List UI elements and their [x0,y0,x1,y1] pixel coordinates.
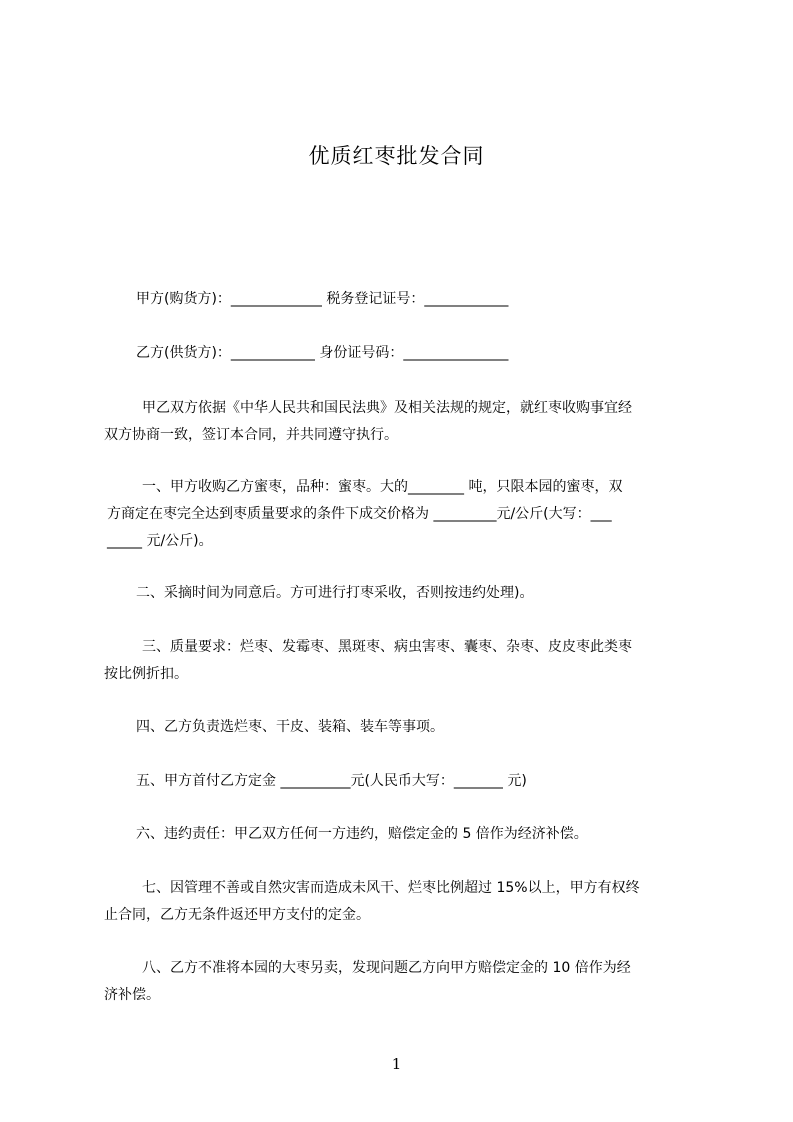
clause-8-line-1: 八、乙方不准将本园的大枣另卖，发现问题乙方向甲方赔偿定金的 10 倍作为经 [142,960,631,976]
clause-3-line-1: 三、质量要求：烂枣、发霉枣、黑斑枣、病虫害枣、囊枣、杂枣、皮皮枣此类枣 [142,639,632,655]
clause-1-line-3: _____ 元/公斤)。 [107,533,213,549]
intro-line-1: 甲乙双方依据《中华人民共和国民法典》及相关法规的规定，就红枣收购事宜经 [142,400,632,416]
clause-2: 二、采摘时间为同意后。方可进行打枣采收，否则按违约处理)。 [136,585,534,601]
clause-7-line-2: 止合同，乙方无条件返还甲方支付的定金。 [104,907,370,923]
party-a-line: 甲方(购货方)：_____________ 税务登记证号：____________ [136,291,509,307]
clause-7-line-1: 七、因管理不善或自然灾害而造成未风干、烂枣比例超过 15%以上，甲方有权终 [142,880,640,896]
party-b-line: 乙方(供货方)：____________ 身份证号码：_______________ [136,345,509,361]
intro-line-2: 双方协商一致，签订本合同，并共同遵守执行。 [104,427,398,443]
clause-5: 五、甲方首付乙方定金 __________元(人民币大写：_______ 元) [136,773,527,789]
clause-1-line-2: 方商定在枣完全达到枣质量要求的条件下成交价格为 _________元/公斤(大写：___ [107,506,612,522]
contract-title: 优质红枣批发合同 [308,144,485,168]
page-number: 1 [391,1055,402,1073]
clause-8-line-2: 济补偿。 [104,987,160,1003]
clause-4: 四、乙方负责选烂枣、干皮、装箱、装车等事项。 [136,719,444,735]
clause-6: 六、违约责任：甲乙双方任何一方违约，赔偿定金的 5 倍作为经济补偿。 [136,826,588,842]
clause-1-line-1: 一、甲方收购乙方蜜枣，品种：蜜枣。大的________ 吨，只限本园的蜜枣，双 [142,479,623,495]
clause-3-line-2: 按比例折扣。 [104,666,188,682]
